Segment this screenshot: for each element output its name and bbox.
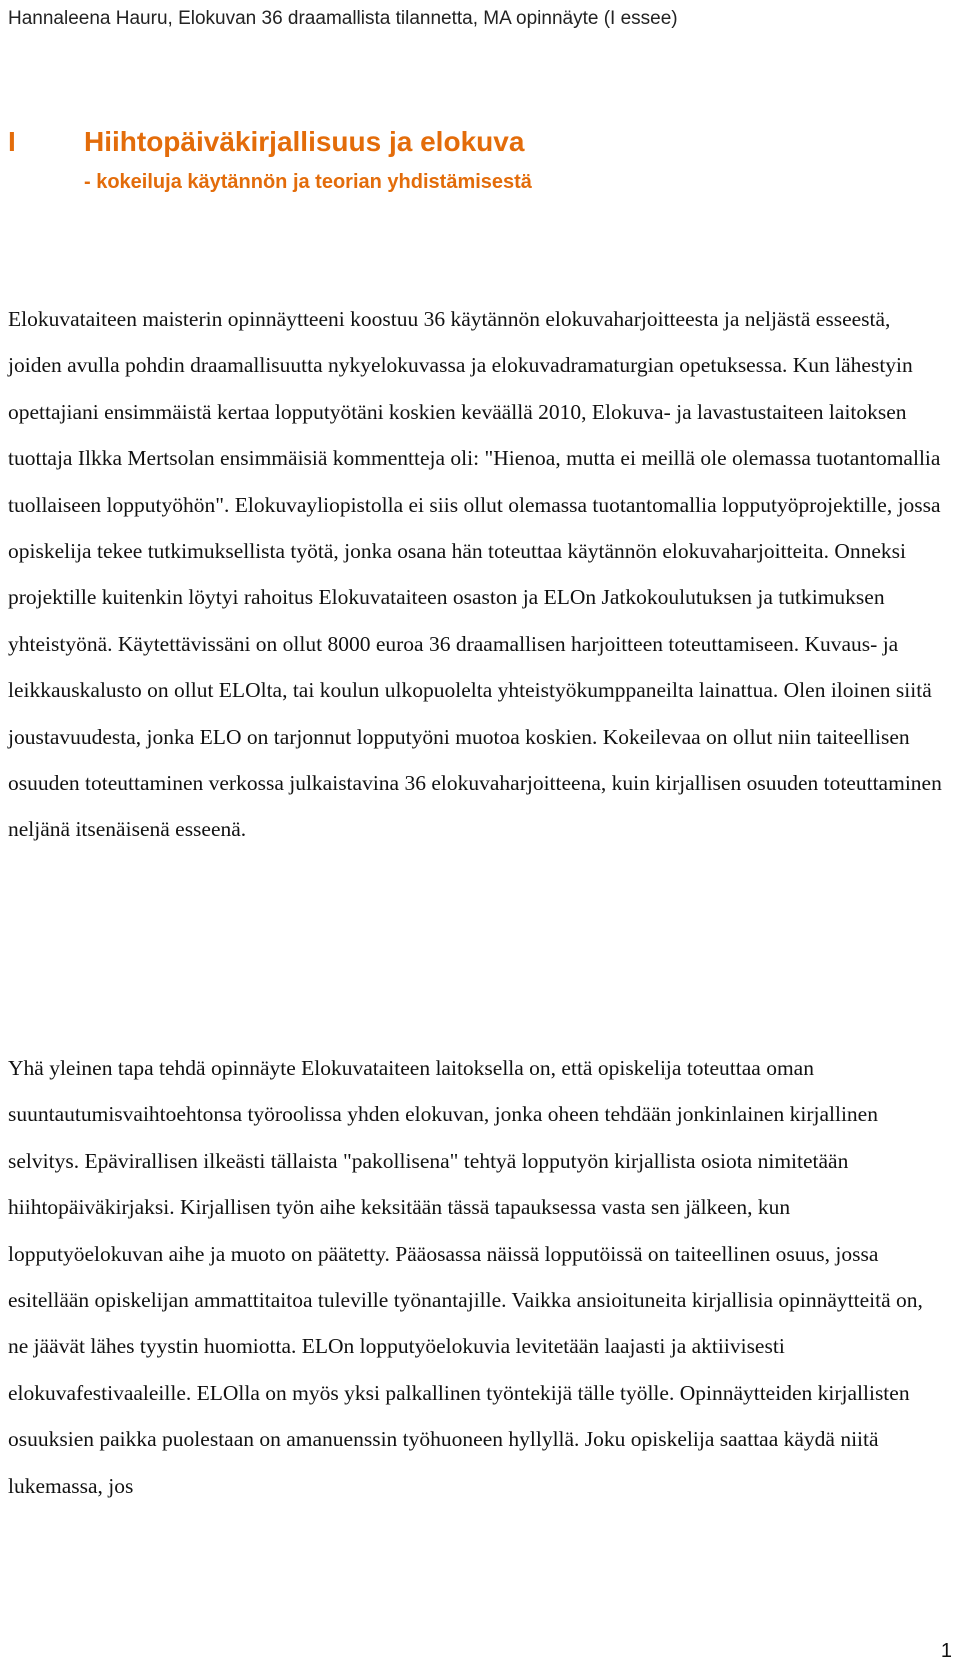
- body-paragraph: Elokuvataiteen maisterin opinnäytteeni koostuu 36 käytännön elokuvaharjoitteesta ja neljästä esseestä, joiden avulla pohdin draamallisuutta nykyelokuvassa ja elokuvadramaturgian opetuksessa. Kun lähestyin opettajiani ensimmäistä kertaa lopputyötäni koskien keväällä 2010, Elokuva- ja lavastustaiteen laitoksen tuottaja Ilkka Mertsolan ensimmäisiä kommentteja oli: "Hienoa, mutta ei meillä ole olemassa tuotantomallia tuollaiseen lopputyöhön". Elokuvayliopistolla ei siis ollut olemassa tuotantomallia lopputyöprojektille, jossa opiskelija tekee tutkimuksellista työtä, jonka osana hän toteuttaa käytännön elokuvaharjoitteita. Onneksi projektille kuitenkin löytyi rahoitus Elokuvataiteen osaston ja ELOn Jatkokoulutuksen ja tutkimuksen yhteistyönä. Käytettävissäni on ollut 8000 euroa 36 draamallisen harjoitteen toteuttamiseen. Kuvaus- ja leikkauskalusto on ollut ELOlta, tai koulun ulkopuolelta yhteistyökumppaneilta lainattua. Olen iloinen siitä joustavuudesta, jonka ELO on tarjonnut lopputyöni muotoa koskien. Kokeilevaa on ollut niin taiteellisen osuuden toteuttaminen verkossa julkaistavina 36 elokuvaharjoitteena, kuin kirjallisen osuuden toteuttaminen neljänä itsenäisenä esseenä.: [8, 307, 942, 842]
- chapter-number: I: [8, 126, 16, 157]
- page-number: 1: [940, 1640, 952, 1662]
- running-header: Hannaleena Hauru, Elokuvan 36 draamallista tilannetta, MA opinnäyte (I essee): [8, 8, 678, 29]
- body-paragraph: Yhä yleinen tapa tehdä opinnäyte Elokuvataiteen laitoksella on, että opiskelija toteuttaa oman suuntautumisvaihtoehtonsa työroolissa yhden elokuvan, jonka oheen tehdään jonkinlainen kirjallinen selvitys. Epävirallisen ilkeästi tällaista "pakollisena" tehtyä lopputyön kirjallista osiota nimitetään hiihtopäiväkirjaksi. Kirjallisen työn aihe keksitään tässä tapauksessa vasta sen jälkeen, kun lopputyöelokuvan aihe ja muoto on päätetty. Pääosassa näissä lopputöissä on taiteellinen osuus, jossa esitellään opiskelijan ammattitaitoa tuleville työnantajille. Vaikka ansioituneita kirjallisia opinnäytteitä on, ne jäävät lähes tyystin huomiotta. ELOn lopputyöelokuvia levitetään laajasti ja aktiivisesti elokuvafestivaaleille. ELOlla on myös yksi palkallinen työntekijä tälle työlle. Opinnäytteiden kirjallisten osuuksien paikka puolestaan on amanuenssin työhuoneen hyllyllä. Joku opiskelija saattaa käydä niitä lukemassa, jos: [8, 1056, 923, 1498]
- chapter-subtitle: - kokeiluja käytännön ja teorian yhdistämisestä: [84, 171, 532, 193]
- chapter-title: Hiihtopäiväkirjallisuus ja elokuva: [84, 126, 525, 157]
